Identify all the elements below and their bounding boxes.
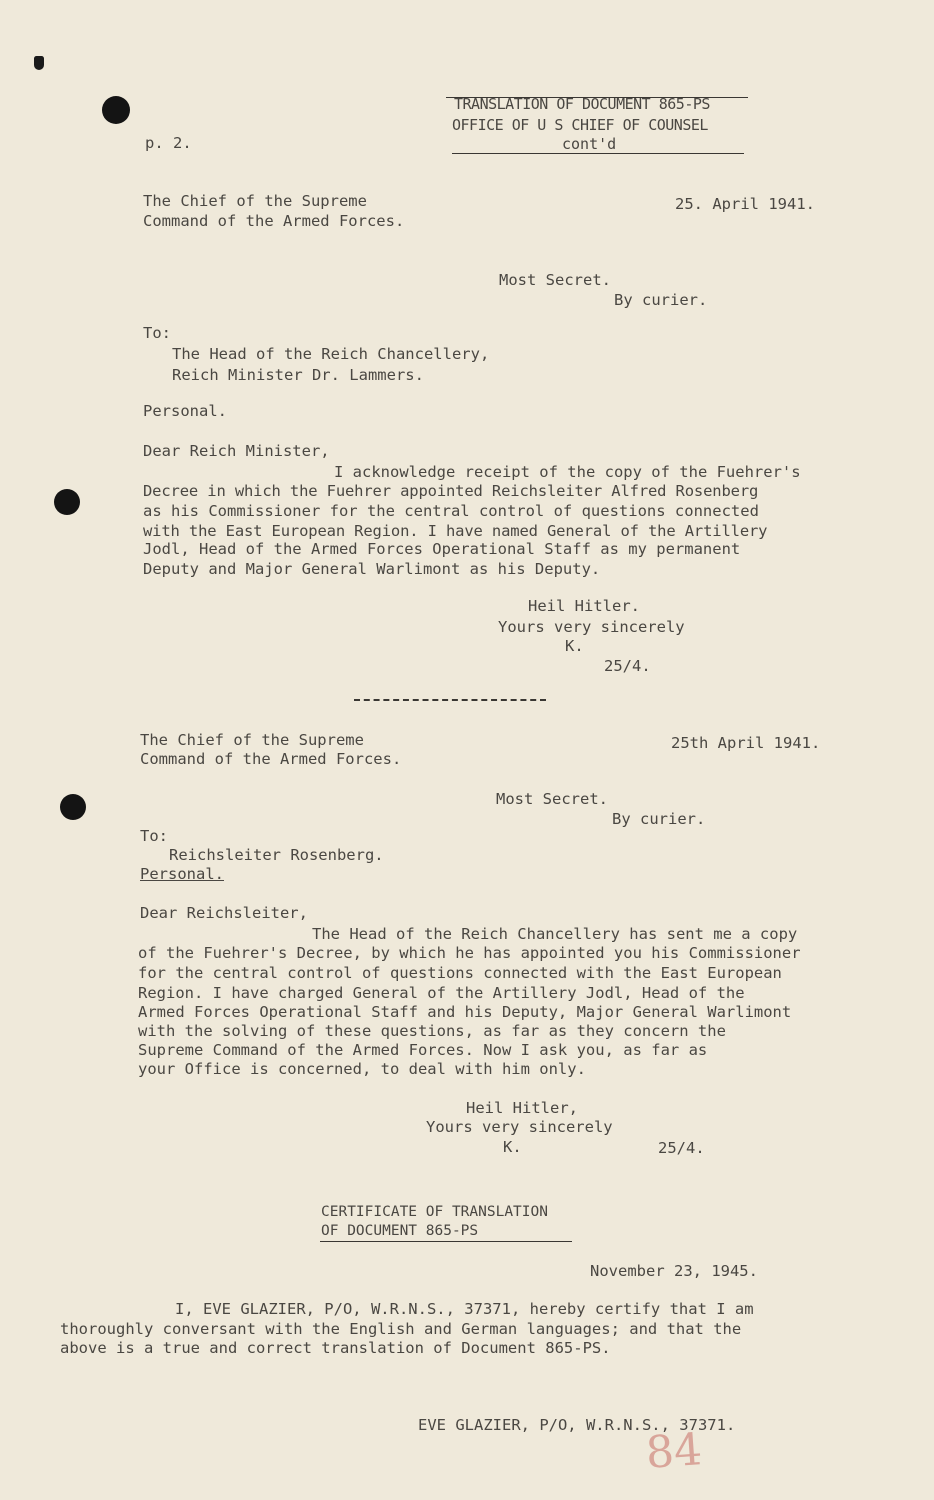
letter1-body-line: Jodl, Head of the Armed Forces Operational Staff as my permanent [143,540,741,558]
letter2-recipient-line1: Reichsleiter Rosenberg. [169,846,384,864]
header-title-line2: OFFICE OF U S CHIEF OF COUNSEL [452,116,708,134]
letter2-closing-greeting: Heil Hitler, [466,1099,578,1117]
letter2-sender-line2: Command of the Armed Forces. [140,750,402,768]
punch-hole-top [102,96,130,124]
letter2-body-line: for the central control of questions connected with the East European [138,964,782,982]
header-rule-top [446,97,748,98]
certificate-body-line: I, EVE GLAZIER, P/O, W.R.N.S., 37371, hereby certify that I am [175,1300,754,1318]
letter1-body-line: Decree in which the Fuehrer appointed Reichsleiter Alfred Rosenberg [143,482,759,500]
letter1-to-label: To: [143,324,171,342]
certificate-body-line: above is a true and correct translation of Document 865-PS. [60,1339,611,1357]
certificate-date: November 23, 1945. [590,1262,758,1280]
letter1-date: 25. April 1941. [675,195,815,213]
letter2-sign-date: 25/4. [658,1139,705,1157]
certificate-title-rule [320,1241,572,1242]
certificate-title-line2: OF DOCUMENT 865-PS [321,1223,479,1239]
letter1-body-line: with the East European Region. I have named General of the Artillery [143,522,768,540]
header-rule-bottom [452,153,744,154]
letter2-body-line: Region. I have charged General of the Artillery Jodl, Head of the [138,984,745,1002]
letter2-body-line: Supreme Command of the Armed Forces. Now I ask you, as far as [138,1041,708,1059]
header-title-line3: cont'd [562,135,617,153]
letter1-salutation: Dear Reich Minister, [143,442,330,460]
handwritten-page-number: 84 [644,1424,704,1479]
letter2-salutation: Dear Reichsleiter, [140,904,308,922]
letter2-date: 25th April 1941. [671,734,821,752]
page-label: p. 2. [145,134,192,152]
certificate-signature: EVE GLAZIER, P/O, W.R.N.S., 37371. [418,1416,736,1434]
punch-hole-middle [54,489,80,515]
letter1-recipient-line1: The Head of the Reich Chancellery, [172,345,490,363]
letter2-body-line: The Head of the Reich Chancellery has sent me a copy [312,925,798,943]
letter2-sender-line1: The Chief of the Supreme [140,731,364,749]
letter1-classification: Most Secret. [499,271,611,289]
letter1-recipient-line2: Reich Minister Dr. Lammers. [172,366,424,384]
letter1-closing-greeting: Heil Hitler. [528,597,640,615]
paper-mark [34,56,44,70]
punch-hole-lower [60,794,86,820]
letter-separator [354,699,546,701]
letter1-body-line: Deputy and Major General Warlimont as his Deputy. [143,560,601,578]
header-title-line1: TRANSLATION OF DOCUMENT 865-PS [454,95,710,113]
letter1-sender-line1: The Chief of the Supreme [143,192,367,210]
letter2-to-label: To: [140,827,168,845]
letter1-personal: Personal. [143,402,227,420]
letter1-closing-phrase: Yours very sincerely [498,618,685,636]
letter2-closing-phrase: Yours very sincerely [426,1118,613,1136]
letter1-body-line: I acknowledge receipt of the copy of the Fuehrer's [334,463,801,481]
letter2-body-line: your Office is concerned, to deal with him only. [138,1060,586,1078]
letter1-sender-line2: Command of the Armed Forces. [143,212,405,230]
letter1-body-line: as his Commissioner for the central control of questions connected [143,502,759,520]
certificate-body-line: thoroughly conversant with the English and German languages; and that the [60,1320,742,1338]
letter2-body-line: Armed Forces Operational Staff and his Deputy, Major General Warlimont [138,1003,792,1021]
letter2-delivery: By curier. [612,810,706,828]
letter2-personal: Personal. [140,865,224,883]
letter2-classification: Most Secret. [496,790,608,808]
letter2-body-line: with the solving of these questions, as far as they concern the [138,1022,726,1040]
letter2-body-line: of the Fuehrer's Decree, by which he has appointed you his Commissioner [138,944,801,962]
letter1-signature: K. [565,637,584,655]
letter1-delivery: By curier. [614,291,708,309]
letter1-sign-date: 25/4. [604,657,651,675]
certificate-title-line1: CERTIFICATE OF TRANSLATION [321,1204,548,1220]
letter2-signature: K. [503,1138,522,1156]
